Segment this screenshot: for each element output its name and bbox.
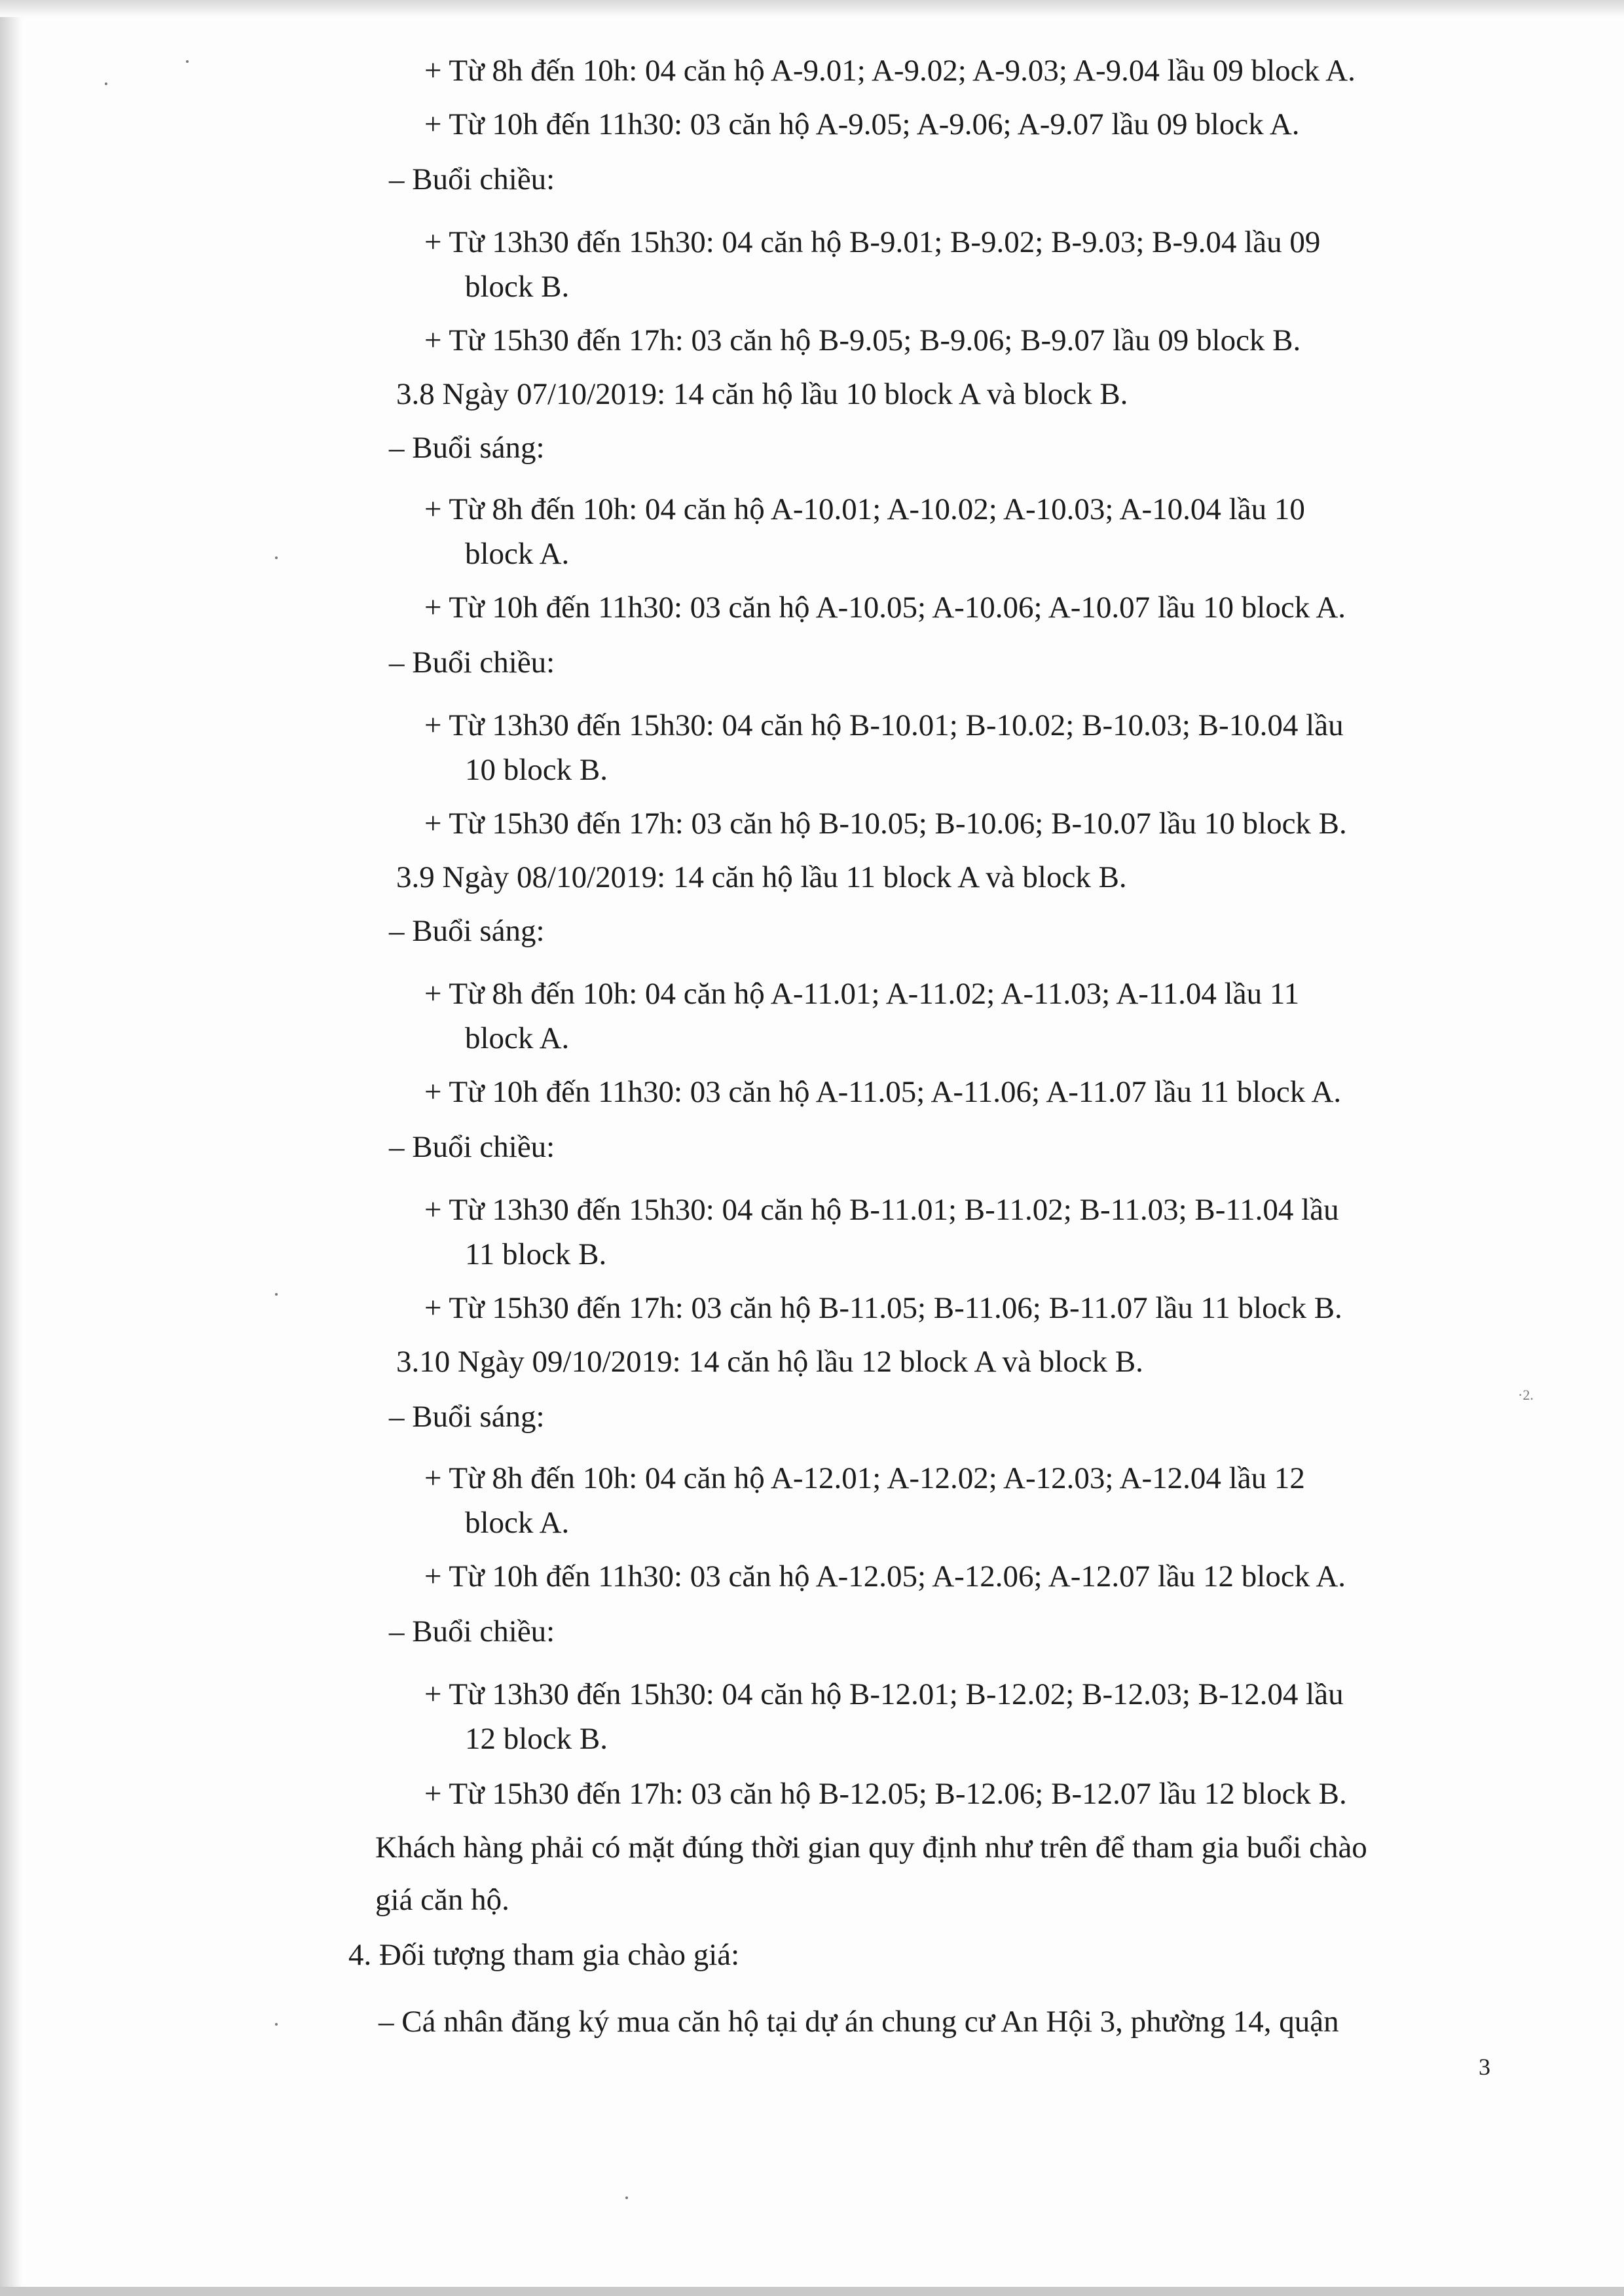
session-heading: – Buổi sáng:	[389, 1400, 545, 1434]
schedule-line: + Từ 10h đến 11h30: 03 căn hộ A-12.05; A-12.06; A-12.07 lầu 12 block A.	[424, 1559, 1346, 1594]
schedule-line-continuation: 10 block B.	[465, 753, 608, 787]
schedule-line-continuation: 12 block B.	[465, 1722, 608, 1756]
scan-speck	[275, 556, 278, 559]
schedule-line-continuation: block A.	[465, 537, 570, 571]
schedule-line: + Từ 13h30 đến 15h30: 04 căn hộ B-12.01; B-12.02; B-12.03; B-12.04 lầu	[424, 1677, 1344, 1711]
scan-speck	[105, 82, 107, 85]
scan-edge-top	[0, 0, 1624, 17]
session-heading: – Buổi chiều:	[389, 162, 555, 196]
schedule-line: + Từ 15h30 đến 17h: 03 căn hộ B-9.05; B-9.06; B-9.07 lầu 09 block B.	[424, 323, 1301, 357]
schedule-line: + Từ 15h30 đến 17h: 03 căn hộ B-12.05; B-12.06; B-12.07 lầu 12 block B.	[424, 1777, 1347, 1811]
schedule-line: + Từ 15h30 đến 17h: 03 căn hộ B-11.05; B-11.06; B-11.07 lầu 11 block B.	[424, 1291, 1342, 1325]
scan-speck	[275, 1293, 278, 1296]
scan-edge-bottom	[0, 2287, 1624, 2296]
scan-speck	[625, 2196, 628, 2199]
schedule-line: + Từ 13h30 đến 15h30: 04 căn hộ B-10.01; B-10.02; B-10.03; B-10.04 lầu	[424, 708, 1344, 742]
day-heading: 3.10 Ngày 09/10/2019: 14 căn hộ lầu 12 block A và block B.	[396, 1345, 1143, 1379]
schedule-line-continuation: block A.	[465, 1506, 570, 1540]
section-heading: 4. Đối tượng tham gia chào giá:	[348, 1938, 740, 1972]
schedule-line: + Từ 8h đến 10h: 04 căn hộ A-10.01; A-10.02; A-10.03; A-10.04 lầu 10	[424, 492, 1305, 526]
paragraph-line: – Cá nhân đăng ký mua căn hộ tại dự án chung cư An Hội 3, phường 14, quận	[378, 2005, 1339, 2039]
schedule-line-continuation: block A.	[465, 1021, 570, 1055]
page-number: 3	[1479, 2054, 1490, 2080]
schedule-line: + Từ 10h đến 11h30: 03 căn hộ A-11.05; A-11.06; A-11.07 lầu 11 block A.	[424, 1075, 1342, 1109]
schedule-line: + Từ 10h đến 11h30: 03 căn hộ A-9.05; A-9.06; A-9.07 lầu 09 block A.	[424, 107, 1300, 141]
schedule-line: + Từ 13h30 đến 15h30: 04 căn hộ B-9.01; B-9.02; B-9.03; B-9.04 lầu 09	[424, 225, 1321, 259]
scan-edge-left	[0, 0, 22, 2296]
session-heading: – Buổi chiều:	[389, 646, 555, 680]
schedule-line: + Từ 10h đến 11h30: 03 căn hộ A-10.05; A-10.06; A-10.07 lầu 10 block A.	[424, 591, 1346, 625]
day-heading: 3.8 Ngày 07/10/2019: 14 căn hộ lầu 10 block A và block B.	[396, 377, 1128, 411]
schedule-line: + Từ 13h30 đến 15h30: 04 căn hộ B-11.01; B-11.02; B-11.03; B-11.04 lầu	[424, 1193, 1339, 1227]
schedule-line-continuation: 11 block B.	[465, 1237, 607, 1271]
paragraph-line: giá căn hộ.	[375, 1883, 509, 1917]
margin-mark: ·2.	[1518, 1387, 1534, 1403]
schedule-line: + Từ 8h đến 10h: 04 căn hộ A-11.01; A-11.02; A-11.03; A-11.04 lầu 11	[424, 977, 1300, 1011]
schedule-line: + Từ 8h đến 10h: 04 căn hộ A-9.01; A-9.02; A-9.03; A-9.04 lầu 09 block A.	[424, 54, 1356, 88]
schedule-line: + Từ 8h đến 10h: 04 căn hộ A-12.01; A-12.02; A-12.03; A-12.04 lầu 12	[424, 1461, 1305, 1495]
session-heading: – Buổi sáng:	[389, 431, 545, 465]
session-heading: – Buổi chiều:	[389, 1130, 555, 1164]
day-heading: 3.9 Ngày 08/10/2019: 14 căn hộ lầu 11 block A và block B.	[396, 860, 1127, 894]
scan-speck	[186, 60, 189, 63]
session-heading: – Buổi sáng:	[389, 914, 545, 948]
schedule-line: + Từ 15h30 đến 17h: 03 căn hộ B-10.05; B-10.06; B-10.07 lầu 10 block B.	[424, 807, 1347, 841]
schedule-line-continuation: block B.	[465, 270, 570, 304]
scan-speck	[275, 2023, 278, 2026]
session-heading: – Buổi chiều:	[389, 1614, 555, 1649]
paragraph-line: Khách hàng phải có mặt đúng thời gian quy định như trên để tham gia buổi chào	[375, 1831, 1367, 1865]
